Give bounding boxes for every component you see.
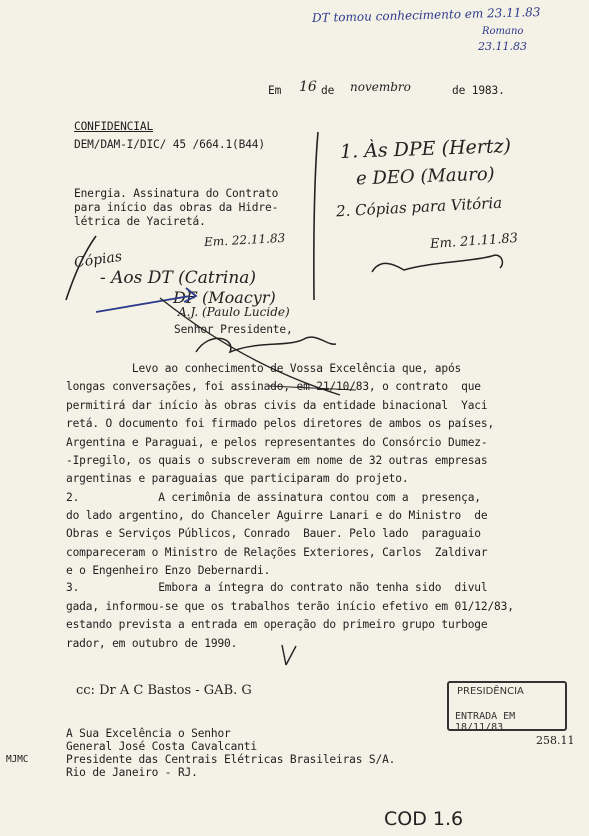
left-note-bracket xyxy=(66,236,96,300)
addressee-line-2: General José Costa Cavalcanti xyxy=(66,740,257,753)
stamp-number: 258.11 xyxy=(536,734,575,747)
body-line: estando prevista a entrada em operação do primeiro grupo turboge xyxy=(66,618,488,631)
salutation-signature xyxy=(196,337,336,352)
top-handwritten-note: DT tomou conhecimento em 23.11.83 xyxy=(311,5,541,25)
margin-note-left-aj: A.J. (Paulo Lucide) xyxy=(178,305,290,319)
body-line: 2. A cerimônia de assinatura contou com a presença, xyxy=(66,491,481,504)
body-line: 3. Embora a íntegra do contrato não tenha sido divul xyxy=(66,581,488,594)
date-year: de 1983. xyxy=(452,84,505,97)
reference-number: DEM/DAM-I/DIC/ 45 /664.1(B44) xyxy=(74,138,265,151)
top-handwritten-signature: Romano xyxy=(482,26,524,37)
body-initial-mark xyxy=(282,645,296,665)
body-line: compareceram o Ministro de Relações Exteriores, Carlos Zaldivar xyxy=(66,546,488,559)
right-margin-signature xyxy=(372,255,502,272)
margin-note-left-date: Em. 22.11.83 xyxy=(203,230,286,250)
body-line: permitirá dar início às obras civis da entidade binacional Yaci xyxy=(66,399,488,412)
subject-line-3: létrica de Yaciretá. xyxy=(74,215,206,228)
stamp-title: PRESIDÊNCIA xyxy=(457,686,524,697)
date-prefix: Em xyxy=(268,84,282,97)
subject-line-1: Energia. Assinatura do Contrato xyxy=(74,187,279,200)
right-note-bracket xyxy=(314,132,318,300)
margin-note-right-1: 1. Às DPE (Hertz) xyxy=(339,135,512,163)
top-handwritten-date: 23.11.83 xyxy=(478,40,527,53)
cc-handwritten-note: cc: Dr A C Bastos - GAB. G xyxy=(76,683,252,698)
blue-pen-arrow xyxy=(96,288,196,312)
margin-note-right-3: 2. Cópias para Vitória xyxy=(335,193,503,221)
body-line: argentinas e paraguaias que participaram do projeto. xyxy=(66,472,409,485)
body-line: rador, em outubro de 1990. xyxy=(66,637,238,650)
body-line: -Ipregilo, os quais o subscreveram em nome de 32 outras empresas xyxy=(66,454,488,467)
body-line: gada, informou-se que os trabalhos terão início efetivo em 01/12/83, xyxy=(66,600,514,613)
classification-label: CONFIDENCIAL xyxy=(74,120,154,133)
margin-note-left-copias: Cópias xyxy=(73,248,124,272)
body-line: Levo ao conhecimento de Vossa Excelência que, após xyxy=(66,362,462,375)
author-initials: MJMC xyxy=(6,754,29,765)
margin-note-right-4: Em. 21.11.83 xyxy=(429,230,519,253)
addressee-line-1: A Sua Excelência o Senhor xyxy=(66,727,231,740)
body-line: e o Engenheiro Enzo Debernardi. xyxy=(66,564,271,577)
archive-code: COD 1.6 xyxy=(384,808,464,830)
body-line: Argentina e Paraguai, e pelos representantes do Consórcio Dumez- xyxy=(66,436,488,449)
addressee-line-3: Presidente das Centrais Elétricas Brasileiras S/A. xyxy=(66,753,396,766)
salutation: Senhor Presidente, xyxy=(174,323,293,336)
subject-line-2: para início das obras da Hidre- xyxy=(74,201,279,214)
body-line: do lado argentino, do Chanceler Aguirre Lanari e do Ministro de xyxy=(66,509,488,522)
body-line: Obras e Serviços Públicos, Conrado Bauer. Pelo lado paraguaio xyxy=(66,527,481,540)
date-de: de xyxy=(321,84,335,97)
body-line: retá. O documento foi firmado pelos diretores de ambos os países, xyxy=(66,417,495,430)
body-line: longas conversações, foi assinado, em 21/10/83, o contrato que xyxy=(66,380,481,393)
addressee-line-4: Rio de Janeiro - RJ. xyxy=(66,766,198,779)
body-underline-mark xyxy=(268,386,356,390)
margin-note-left-df: DF (Moacyr) xyxy=(173,288,276,307)
margin-note-left-dt: - Aos DT (Catrina) xyxy=(100,268,257,288)
date-day: 16 xyxy=(299,79,317,95)
stamp-entry-date: ENTRADA EM 18/11/83 xyxy=(455,711,516,733)
margin-note-right-2: e DEO (Mauro) xyxy=(355,163,495,190)
date-month: novembro xyxy=(350,80,411,94)
